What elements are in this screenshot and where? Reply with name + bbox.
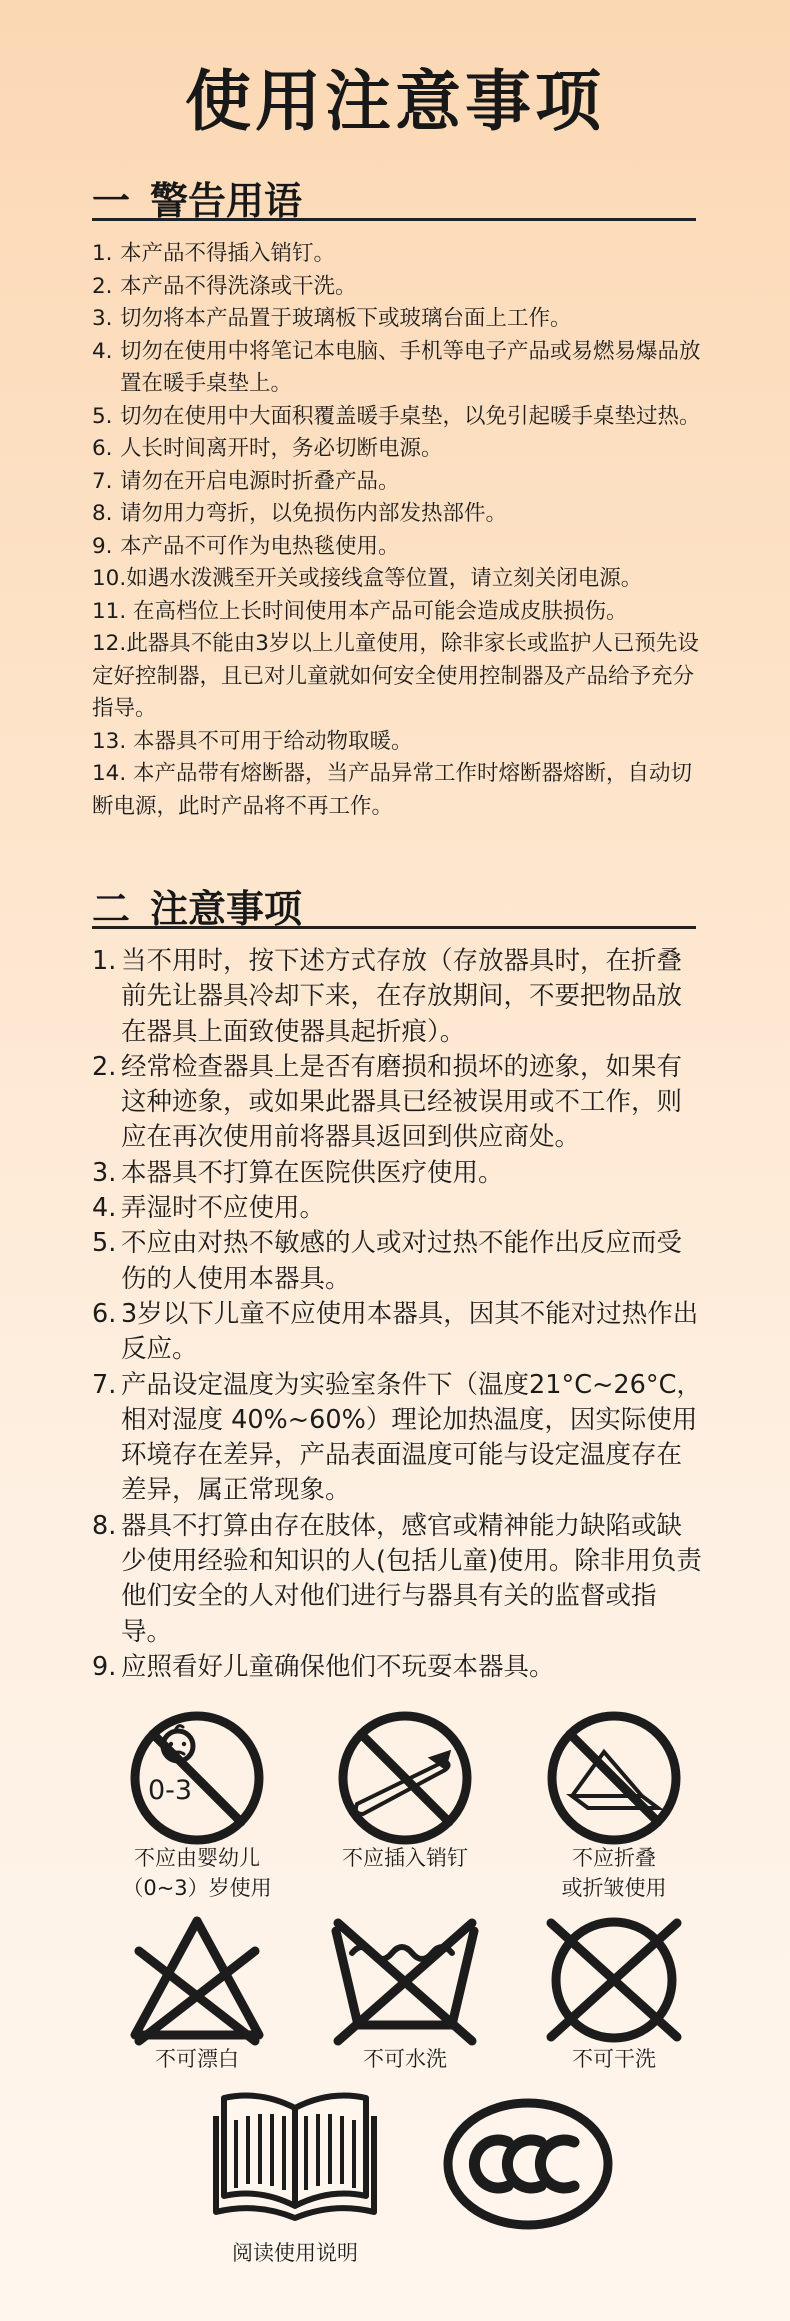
warnings-list [92, 238, 702, 823]
warnings-section-title: 警告用语 [150, 179, 303, 223]
list-item: 9. 本产品不可作为电热毯使用。 [92, 533, 400, 559]
no-folding-icon [544, 1708, 684, 1848]
symbol-caption-no-bleach: 不可漂白 [155, 2047, 239, 2071]
list-item: 9. 应照看好儿童确保他们不玩耍本器具。 [92, 1651, 555, 1682]
symbol-caption-no-dry-clean: 不可干洗 [572, 2047, 656, 2071]
no-wash-icon [328, 1913, 482, 2047]
notes-section-number: 二 [92, 887, 131, 931]
list-item: 4. 弄湿时不应使用。 [92, 1193, 326, 1224]
no-dry-clean-icon [541, 1913, 687, 2047]
list-item: 1. 当不用时，按下述方式存放（存放器具时，在折叠前先让器具冷却下来，在存放期间，不要把物品放在器具上面致使器具起折痕）。 [92, 946, 683, 1047]
ccc-mark-icon [443, 2098, 613, 2230]
list-item: 2. 经常检查器具上是否有磨损和损坏的迹象，如果有这种迹象，或如果此器具已经被误用或不工作，则应在再次使用前将器具返回到供应商处。 [92, 1051, 683, 1153]
symbol-caption-no-folding: 不应折叠 或折皱使用 [561, 1846, 667, 1900]
list-item: 8. 器具不打算由存在肢体，感官或精神能力缺陷或缺少使用经验和知识的人(包括儿童)使用。除非用负责他们安全的人对他们进行与器具有关的监督或指导。 [92, 1510, 702, 1647]
symbol-caption-no-pins: 不应插入销钉 [342, 1846, 468, 1870]
symbol-caption-no-infant: 不应由婴幼儿 （0~3）岁使用 [122, 1846, 272, 1900]
no-bleach-icon [127, 1913, 267, 2047]
list-item: 6. 人长时间离开时，务必切断电源。 [92, 436, 443, 461]
list-item: 2. 本产品不得洗涤或干洗。 [92, 273, 357, 299]
page-title: 使用注意事项 [185, 63, 605, 140]
read-manual-icon [210, 2084, 380, 2224]
list-item: 10.如遇水泼溅至开关或接线盒等位置，请立刻关闭电源。 [92, 566, 643, 591]
list-item: 3. 本器具不打算在医院供医疗使用。 [92, 1157, 504, 1188]
list-item: 3. 切勿将本产品置于玻璃板下或玻璃台面上工作。 [92, 306, 572, 331]
warnings-section-number: 一 [92, 179, 131, 223]
list-item: 5. 切勿在使用中大面积覆盖暖手桌垫，以免引起暖手桌垫过热。 [92, 403, 701, 429]
symbol-caption-read-manual: 阅读使用说明 [232, 2241, 358, 2265]
notes-heading [92, 878, 696, 929]
list-item: 8. 请勿用力弯折，以免损伤内部发热部件。 [92, 501, 508, 526]
list-item: 11. 在高档位上长时间使用本产品可能会造成皮肤损伤。 [92, 598, 628, 624]
warnings-heading [92, 170, 696, 221]
symbol-caption-no-wash: 不可水洗 [363, 2047, 447, 2071]
list-item: 5. 不应由对热不敏感的人或对过热不能作出反应而受伤的人使用本器具。 [92, 1228, 683, 1294]
list-item: 7. 产品设定温度为实验室条件下（温度21°C~26°C，相对湿度 40%~60%）理论加热温度，因实际使用环境存在差异，产品表面温度可能与设定温度存在差异，属正常现象。 [92, 1369, 702, 1506]
notes-section-title: 注意事项 [150, 887, 303, 931]
list-item: 13. 本器具不可用于给动物取暖。 [92, 728, 413, 754]
no-infant-0-3-icon [127, 1708, 267, 1848]
list-item: 14. 本产品带有熔断器，当产品异常工作时熔断器熔断，自动切断电源，此时产品将不再工作。 [92, 761, 693, 819]
list-item: 6. 3岁以下儿童不应使用本器具，因其不能对过热作出反应。 [92, 1298, 699, 1365]
list-item: 7. 请勿在开启电源时折叠产品。 [92, 468, 400, 494]
no-pins-icon [335, 1708, 475, 1848]
list-item: 4. 切勿在使用中将笔记本电脑、手机等电子产品或易燃易爆品放置在暖手桌垫上。 [92, 338, 701, 396]
list-item: 12.此器具不能由3岁以上儿童使用，除非家长或监护人已预先设定好控制器，且已对儿童就如何安全使用控制器及产品给予充分指导。 [92, 631, 699, 721]
notes-list [92, 944, 702, 1685]
list-item: 1. 本产品不得插入销钉。 [92, 241, 336, 266]
svg-text:0-3: 0-3 [148, 1775, 193, 1806]
